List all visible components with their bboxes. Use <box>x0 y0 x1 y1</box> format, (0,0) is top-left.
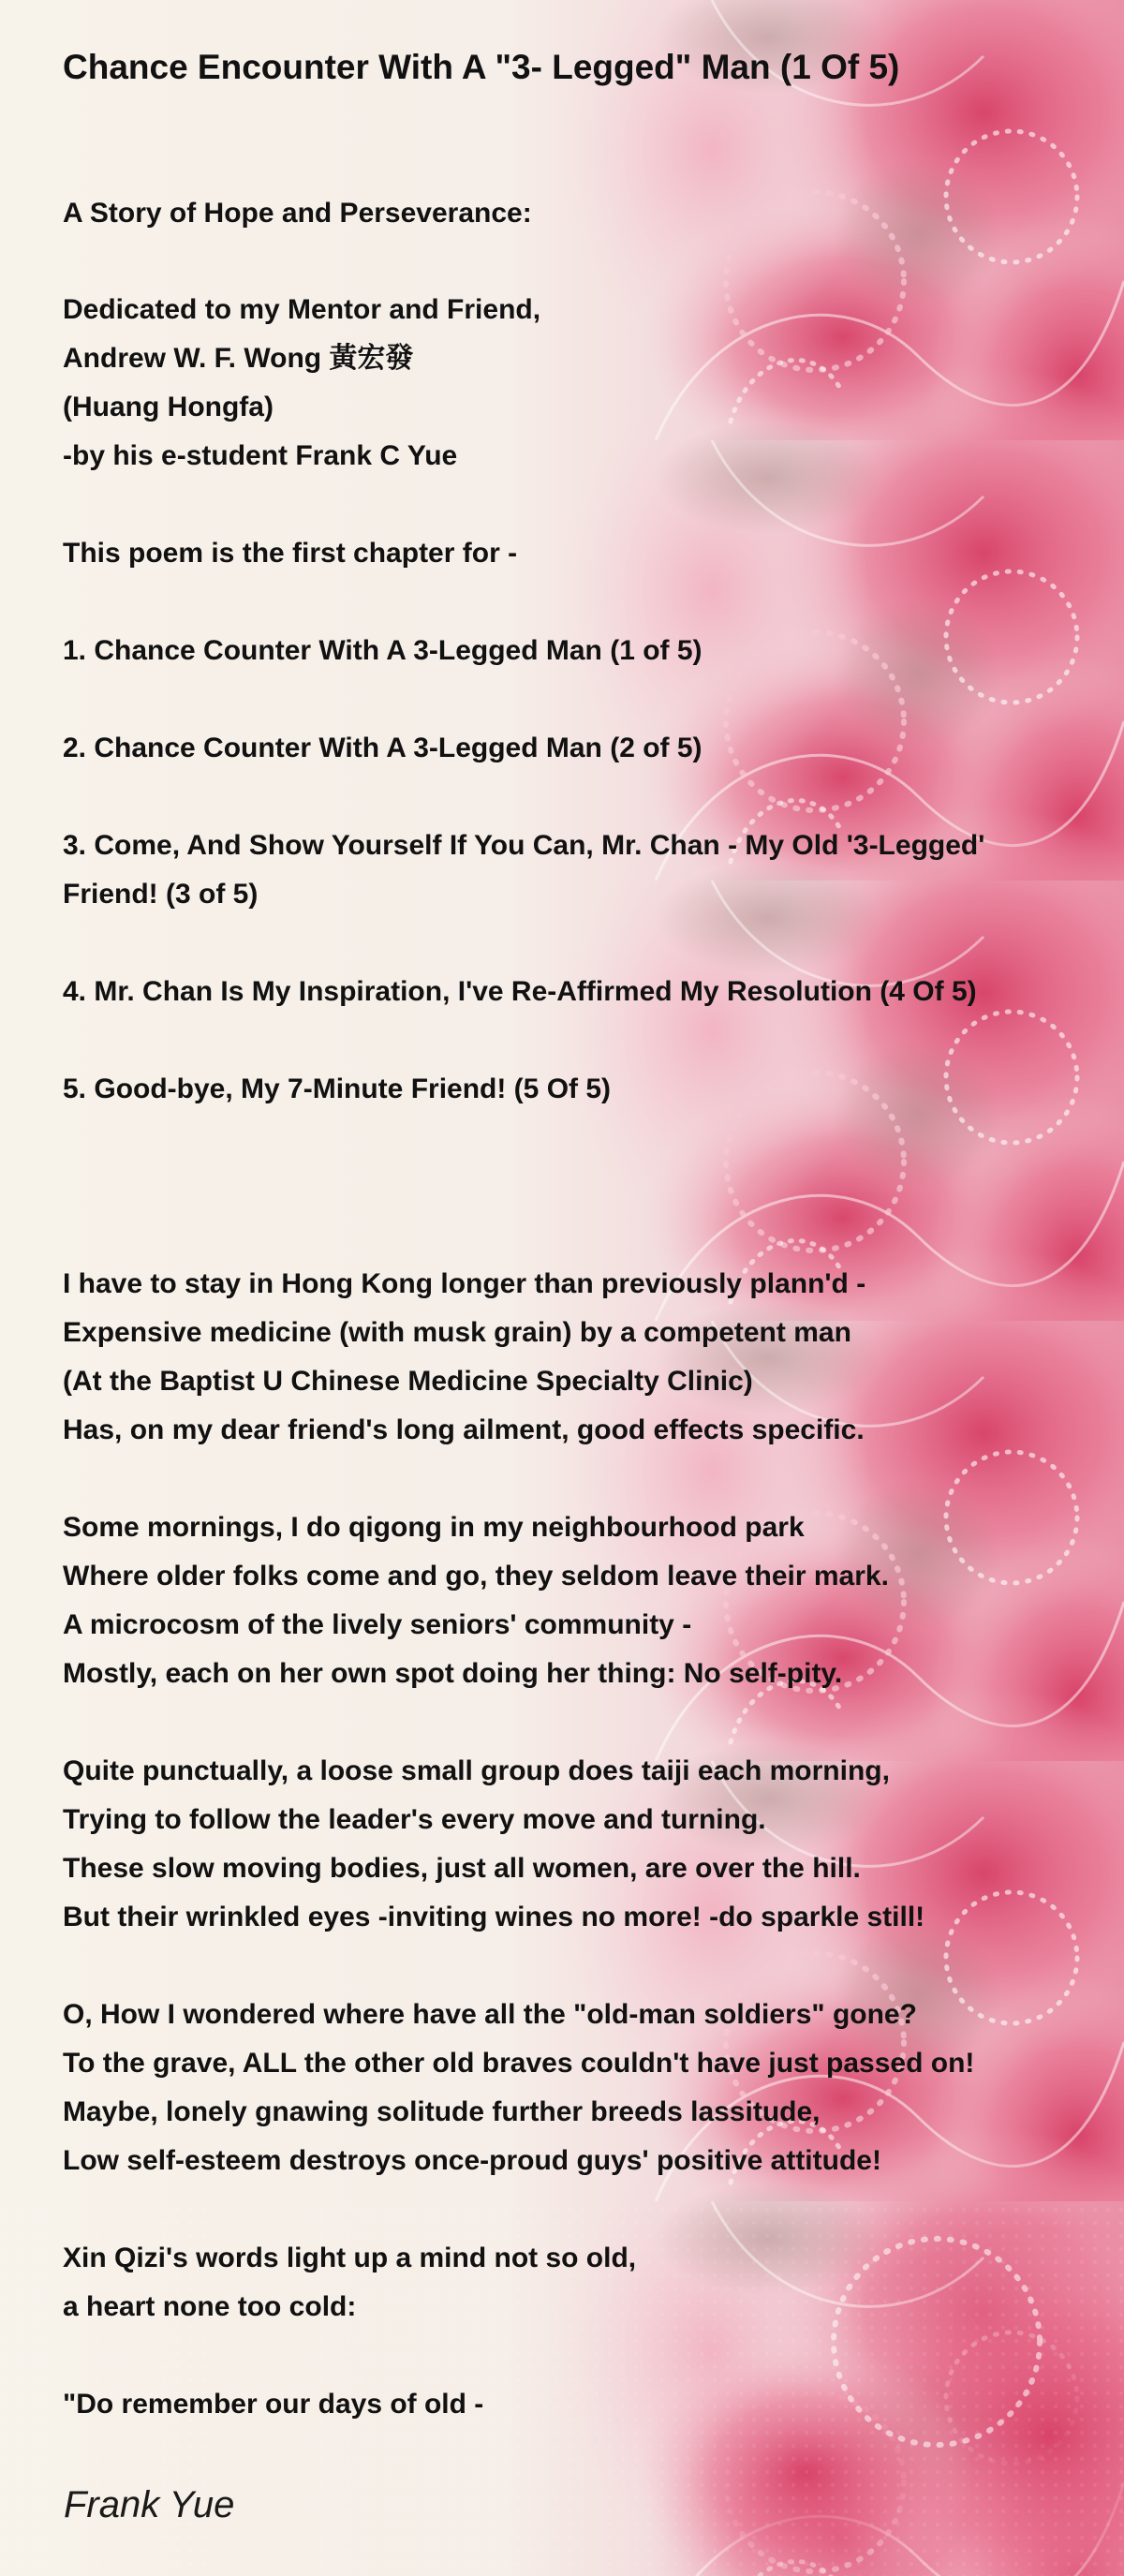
poem-line: I have to stay in Hong Kong longer than previously plann'd - <box>63 1268 866 1299</box>
poem-line: 4. Mr. Chan Is My Inspiration, I've Re-Affirmed My Resolution (4 Of 5) <box>63 976 977 1007</box>
poem-line: a heart none too cold: <box>63 2291 357 2322</box>
poem-line: Friend! (3 of 5) <box>63 879 259 910</box>
poem-line: 3. Come, And Show Yourself If You Can, Mr. Chan - My Old '3-Legged' <box>63 830 985 861</box>
poem-line: Low self-esteem destroys once-proud guys' positive attitude! <box>63 2145 881 2176</box>
poem-line: "Do remember our days of old - <box>63 2389 484 2420</box>
poem-line: Maybe, lonely gnawing solitude further breeds lassitude, <box>63 2096 821 2127</box>
poem-line: Andrew W. F. Wong 黃宏發 <box>63 343 414 374</box>
poem-line: Trying to follow the leader's every move and turning. <box>63 1804 766 1835</box>
poem-line: Dedicated to my Mentor and Friend, <box>63 294 541 325</box>
poem-line: Quite punctually, a loose small group does taiji each morning, <box>63 1755 890 1786</box>
poem-line: 2. Chance Counter With A 3-Legged Man (2 of 5) <box>63 733 702 763</box>
poem-line: A Story of Hope and Perseverance: <box>63 198 532 229</box>
poem-line: O, How I wondered where have all the "old-man soldiers" gone? <box>63 1999 917 2030</box>
poem-line: 1. Chance Counter With A 3-Legged Man (1 of 5) <box>63 635 702 666</box>
poem-line: 5. Good-bye, My 7-Minute Friend! (5 Of 5) <box>63 1073 612 1104</box>
poem-title: Chance Encounter With A "3- Legged" Man (1 Of 5) <box>63 48 900 86</box>
poem-line: (At the Baptist U Chinese Medicine Specialty Clinic) <box>63 1366 753 1397</box>
poem-line: Has, on my dear friend's long ailment, good effects specific. <box>63 1414 865 1445</box>
poem-line: Expensive medicine (with musk grain) by a competent man <box>63 1317 851 1348</box>
poem-line: This poem is the first chapter for - <box>63 538 518 569</box>
poem-line: A microcosm of the lively seniors' community - <box>63 1609 692 1640</box>
poem-line: These slow moving bodies, just all women, are over the hill. <box>63 1853 861 1884</box>
poem-line: Where older folks come and go, they seldom leave their mark. <box>63 1561 889 1591</box>
poem-line: (Huang Hongfa) <box>63 392 274 422</box>
poem-line: Xin Qizi's words light up a mind not so old, <box>63 2243 637 2273</box>
poem-line: To the grave, ALL the other old braves couldn't have just passed on! <box>63 2048 975 2079</box>
poem-line: But their wrinkled eyes -inviting wines no more! -do sparkle still! <box>63 1902 925 1932</box>
poem-line: -by his e-student Frank C Yue <box>63 440 458 471</box>
poem-line: Some mornings, I do qigong in my neighbourhood park <box>63 1512 805 1543</box>
poem-line: Mostly, each on her own spot doing her thing: No self-pity. <box>63 1658 843 1689</box>
poem-author: Frank Yue <box>64 2484 235 2525</box>
